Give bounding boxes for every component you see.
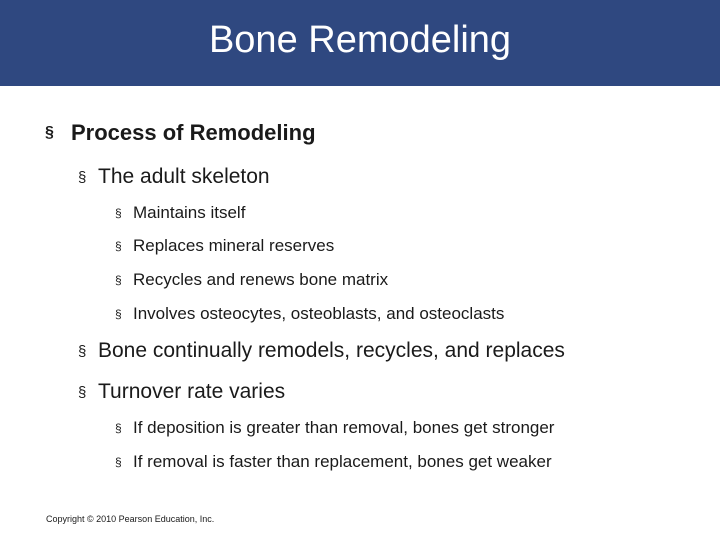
bullet-item-involves-osteocytes	[115, 304, 504, 324]
bullet-icon: §	[45, 124, 54, 141]
bullet-icon: §	[115, 239, 122, 253]
bullet-item-deposition-greater	[115, 418, 554, 438]
bullet-text: If removal is faster than replacement, bones get weaker	[133, 452, 552, 471]
copyright-footer: Copyright © 2010 Pearson Education, Inc.	[46, 514, 215, 524]
bullet-icon: §	[115, 273, 122, 287]
bullet-icon: §	[115, 307, 122, 321]
bullet-text: Bone continually remodels, recycles, and replaces	[98, 339, 565, 362]
title-bar	[0, 0, 720, 86]
bullet-item-bone-continually-remodels	[78, 339, 565, 363]
bullet-text: Recycles and renews bone matrix	[133, 270, 389, 289]
bullet-text: Process of Remodeling	[71, 120, 316, 145]
bullet-icon: §	[78, 168, 87, 186]
bullet-item-removal-faster	[115, 452, 552, 472]
bullet-item-maintains-itself	[115, 203, 245, 223]
bullet-item-process-of-remodeling	[44, 120, 316, 146]
bullet-text: Replaces mineral reserves	[133, 236, 335, 255]
bullet-text: Involves osteocytes, osteoblasts, and osteoclasts	[133, 304, 505, 323]
slide-title: Bone Remodeling	[208, 18, 512, 61]
bullet-item-adult-skeleton	[78, 165, 270, 189]
bullet-item-turnover-rate	[78, 380, 285, 404]
bullet-icon: §	[115, 455, 122, 469]
bullet-icon: §	[115, 206, 122, 220]
bullet-item-replaces-mineral-reserves	[115, 236, 334, 256]
bullet-text: If deposition is greater than removal, bones get stronger	[133, 418, 555, 437]
bullet-text: The adult skeleton	[98, 165, 270, 188]
bullet-text: Maintains itself	[133, 203, 246, 222]
bullet-icon: §	[78, 383, 87, 401]
bullet-text: Turnover rate varies	[98, 380, 286, 403]
bullet-icon: §	[78, 342, 87, 360]
bullet-icon: §	[115, 421, 122, 435]
bullet-item-recycles-and-renews	[115, 270, 388, 290]
